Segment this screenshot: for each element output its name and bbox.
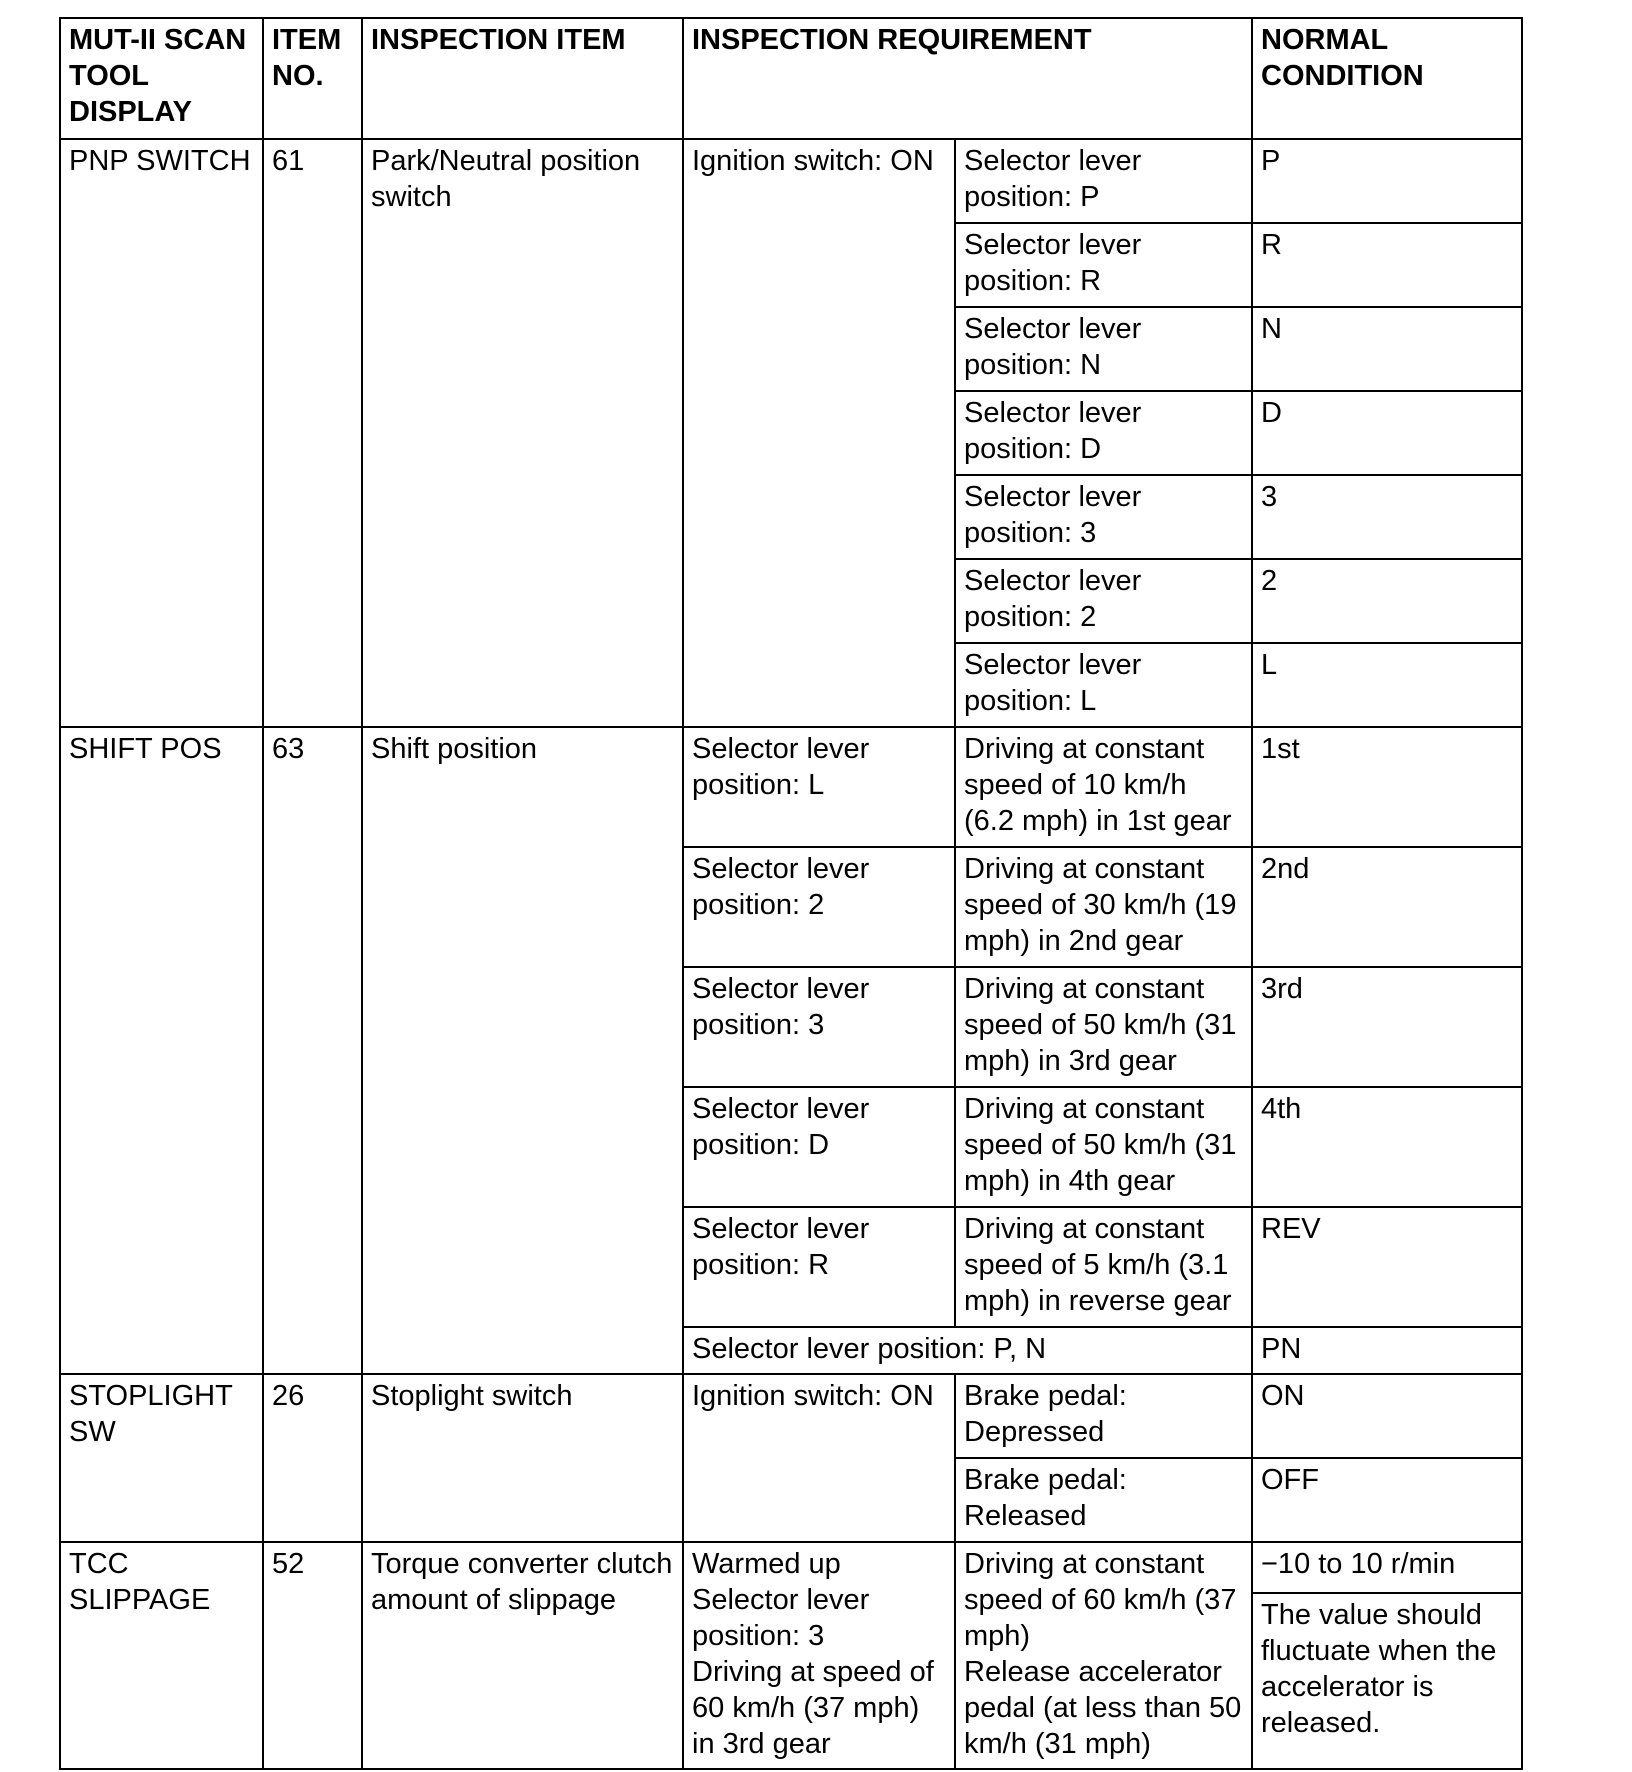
table-row <box>60 139 1522 223</box>
shift-item: Shift position <box>362 727 683 1374</box>
stoplight-condition: Brake pedal: Released <box>955 1458 1252 1542</box>
shift-pn-requirement: Selector lever position: P, N <box>683 1327 1252 1374</box>
shift-normal: 2nd <box>1252 847 1522 967</box>
pnp-item: Park/Neutral position switch <box>362 139 683 727</box>
tcc-requirement: Warmed up Selector lever position: 3 Driving at speed of 60 km/h (37 mph) in 3rd gear <box>683 1542 955 1769</box>
stoplight-item-no: 26 <box>263 1374 362 1542</box>
header-item-no: ITEM NO. <box>263 18 362 139</box>
shift-condition: Driving at constant speed of 30 km/h (19 mph) in 2nd gear <box>955 847 1252 967</box>
stoplight-normal: ON <box>1252 1374 1522 1458</box>
tcc-condition: Driving at constant speed of 60 km/h (37 mph) Release accelerator pedal (at less than 50 km/h (31 mph) <box>955 1542 1252 1769</box>
pnp-normal: 3 <box>1252 475 1522 559</box>
header-row <box>60 18 1522 139</box>
tcc-display: TCC SLIPPAGE <box>60 1542 263 1769</box>
inspection-table <box>59 17 1523 1770</box>
tcc-item: Torque converter clutch amount of slippage <box>362 1542 683 1769</box>
shift-requirement: Selector lever position: R <box>683 1207 955 1327</box>
pnp-condition: Selector lever position: D <box>955 391 1252 475</box>
pnp-condition: Selector lever position: 3 <box>955 475 1252 559</box>
shift-requirement: Selector lever position: 2 <box>683 847 955 967</box>
shift-normal: 3rd <box>1252 967 1522 1087</box>
table-row <box>60 1542 1522 1593</box>
stoplight-condition: Brake pedal: Depressed <box>955 1374 1252 1458</box>
shift-requirement: Selector lever position: 3 <box>683 967 955 1087</box>
stoplight-requirement: Ignition switch: ON <box>683 1374 955 1542</box>
shift-pn-normal: PN <box>1252 1327 1522 1374</box>
stoplight-item: Stoplight switch <box>362 1374 683 1542</box>
header-inspection-requirement: INSPECTION REQUIREMENT <box>683 18 1252 139</box>
header-display: MUT-II SCAN TOOL DISPLAY <box>60 18 263 139</box>
shift-condition: Driving at constant speed of 10 km/h (6.2 mph) in 1st gear <box>955 727 1252 847</box>
stoplight-normal: OFF <box>1252 1458 1522 1542</box>
header-normal-condition: NORMAL CONDITION <box>1252 18 1522 139</box>
pnp-normal: D <box>1252 391 1522 475</box>
pnp-item-no: 61 <box>263 139 362 727</box>
shift-condition: Driving at constant speed of 50 km/h (31 mph) in 3rd gear <box>955 967 1252 1087</box>
header-inspection-item: INSPECTION ITEM <box>362 18 683 139</box>
pnp-requirement: Ignition switch: ON <box>683 139 955 727</box>
shift-condition: Driving at constant speed of 50 km/h (31 mph) in 4th gear <box>955 1087 1252 1207</box>
pnp-condition: Selector lever position: N <box>955 307 1252 391</box>
pnp-condition: Selector lever position: R <box>955 223 1252 307</box>
pnp-normal: R <box>1252 223 1522 307</box>
tcc-normal-note: The value should fluctuate when the accelerator is released. <box>1252 1593 1522 1769</box>
table-row <box>60 727 1522 847</box>
pnp-normal: N <box>1252 307 1522 391</box>
shift-normal: 1st <box>1252 727 1522 847</box>
shift-display: SHIFT POS <box>60 727 263 1374</box>
shift-requirement: Selector lever position: L <box>683 727 955 847</box>
pnp-condition: Selector lever position: P <box>955 139 1252 223</box>
shift-normal: REV <box>1252 1207 1522 1327</box>
pnp-condition: Selector lever position: 2 <box>955 559 1252 643</box>
pnp-normal: L <box>1252 643 1522 727</box>
pnp-display: PNP SWITCH <box>60 139 263 727</box>
tcc-normal-range: −10 to 10 r/min <box>1252 1542 1522 1593</box>
shift-condition: Driving at constant speed of 5 km/h (3.1 mph) in reverse gear <box>955 1207 1252 1327</box>
pnp-condition: Selector lever position: L <box>955 643 1252 727</box>
shift-item-no: 63 <box>263 727 362 1374</box>
tcc-item-no: 52 <box>263 1542 362 1769</box>
stoplight-display: STOPLIGHT SW <box>60 1374 263 1542</box>
pnp-normal: P <box>1252 139 1522 223</box>
pnp-normal: 2 <box>1252 559 1522 643</box>
table-row <box>60 1374 1522 1458</box>
shift-normal: 4th <box>1252 1087 1522 1207</box>
shift-requirement: Selector lever position: D <box>683 1087 955 1207</box>
